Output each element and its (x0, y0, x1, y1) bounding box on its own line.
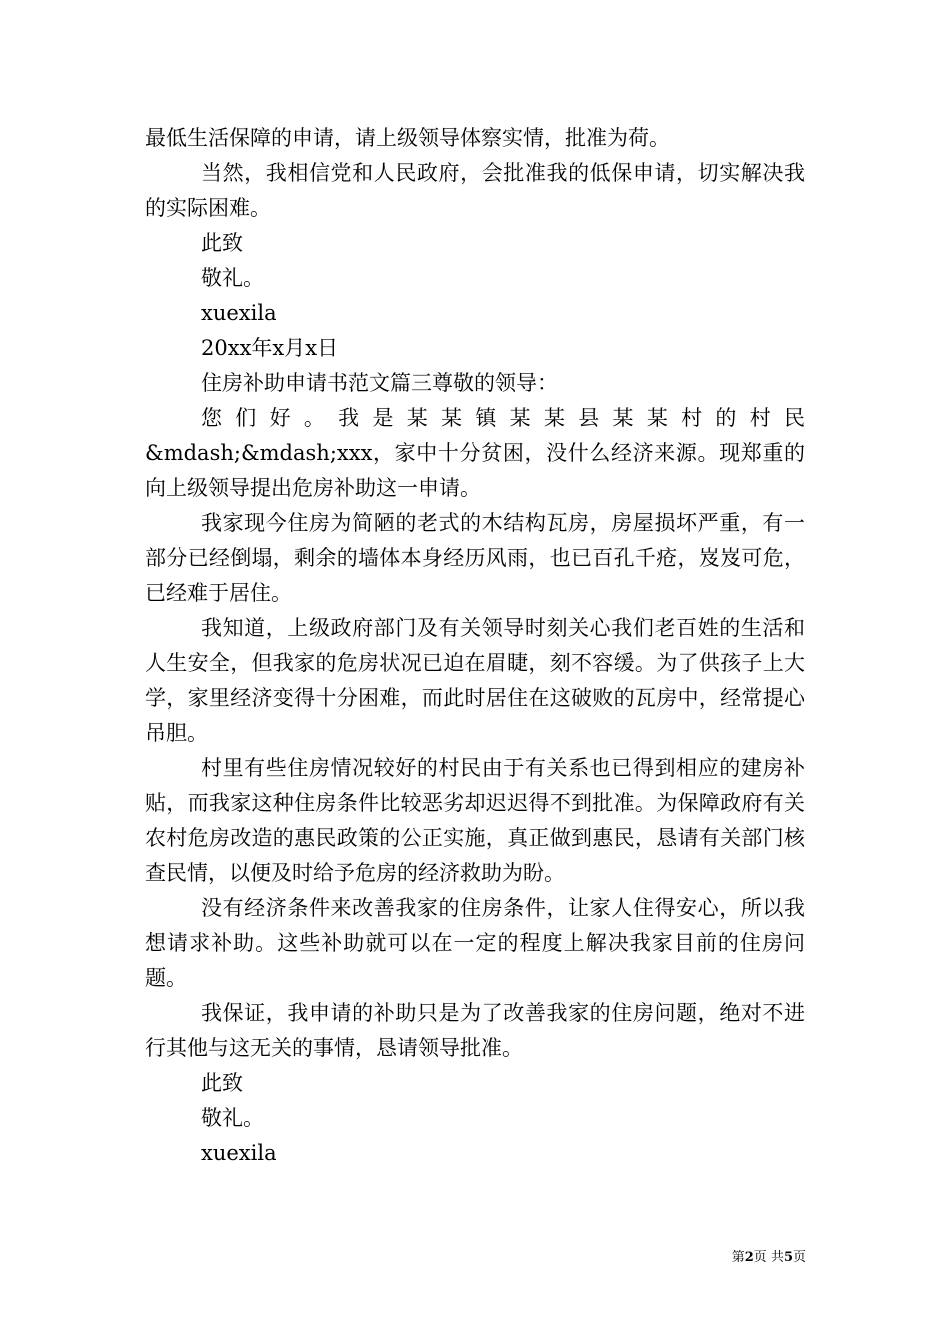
current-page-number: 2 (744, 1250, 754, 1265)
paragraph: 我保证，我申请的补助只是为了改善我家的住房问题，绝对不进行其他与这无关的事情，恳请领导批准。 (145, 1001, 805, 1060)
closing-regards: 敬礼。 (201, 1106, 264, 1130)
paragraph: 您们好。我是某某镇某某县某某村的村民&mdash;&mdash;xxx，家中十分贫困，没什么经济来源。现郑重的向上级领导提出危房补助这一申请。 (145, 406, 805, 500)
paragraph: 最低生活保障的申请，请上级领导体察实情，批准为荷。 (145, 126, 670, 150)
closing-salutation: 此致 (201, 1071, 243, 1095)
closing-salutation: 此致 (201, 231, 243, 255)
paragraph: 当然，我相信党和人民政府，会批准我的低保申请，切实解决我的实际困难。 (145, 161, 805, 220)
total-page-count: 5 (783, 1250, 793, 1265)
paragraph: 我知道，上级政府部门及有关领导时刻关心我们老百姓的生活和人生安全，但我家的危房状况已迫在眉睫，刻不容缓。为了供孩子上大学，家里经济变得十分困难，而此时居住在这破败的瓦房中，经常提心吊胆。 (145, 616, 805, 745)
document-body (145, 121, 805, 1171)
paragraph: 村里有些住房情况较好的村民由于有关系也已得到相应的建房补贴，而我家这种住房条件比较恶劣却迟迟得不到批准。为保障政府有关农村危房改造的惠民政策的公正实施，真正做到惠民，恳请有关部门核查民情，以便及时给予危房的经济救助为盼。 (145, 756, 805, 885)
footer-middle: 页 共 (753, 1250, 784, 1265)
signature: xuexila (201, 1141, 277, 1165)
closing-regards: 敬礼。 (201, 266, 264, 290)
paragraph: 没有经济条件来改善我家的住房条件，让家人住得安心，所以我想请求补助。这些补助就可以在一定的程度上解决我家目前的住房问题。 (145, 896, 805, 990)
section-heading: 住房补助申请书范文篇三尊敬的领导： (201, 371, 558, 395)
page-number-footer (732, 1250, 806, 1266)
paragraph: 我家现今住房为简陋的老式的木结构瓦房，房屋损坏严重，有一部分已经倒塌，剩余的墙体本身经历风雨，也已百孔千疮，岌岌可危，已经难于居住。 (145, 511, 805, 605)
date-line: 20xx年x月x日 (201, 336, 339, 360)
footer-prefix: 第 (731, 1250, 745, 1265)
signature: xuexila (201, 301, 277, 325)
footer-suffix: 页 (792, 1250, 806, 1265)
